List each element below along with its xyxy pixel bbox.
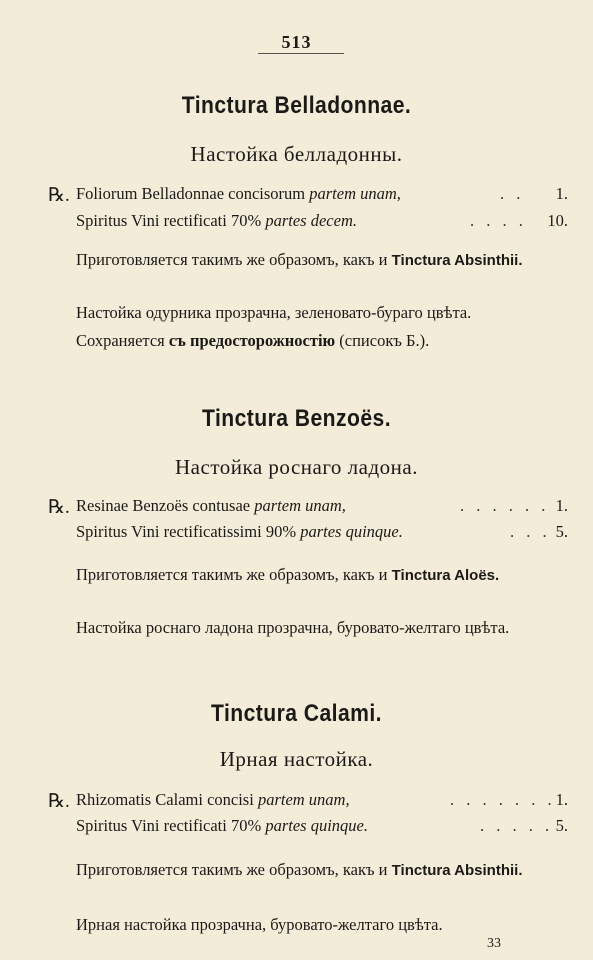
paragraph: Приготовляется такимъ же образомъ, какъ и Tinctura Aloës. xyxy=(76,565,500,584)
rx-line xyxy=(48,496,568,520)
section-subtitle-belladonnae: Настойка белладонны. xyxy=(190,142,403,166)
quantity: 5. xyxy=(555,816,568,835)
quantity: 1. xyxy=(555,184,568,203)
section-subtitle-calami: Ирная настойка. xyxy=(219,747,374,771)
leader-dots: . . . . . . xyxy=(460,496,550,515)
recipe-symbol: ℞. xyxy=(48,497,70,518)
section-subtitle-benzoes: Настойка роснаго ладона. xyxy=(175,455,418,479)
leader-dots: . . xyxy=(500,184,525,203)
quantity: 1. xyxy=(555,496,568,515)
section-title-benzoes: Tinctura Benzoës. xyxy=(201,405,392,432)
rx-line xyxy=(48,816,568,840)
leader-dots: . . . . . xyxy=(480,816,554,835)
footer-signature-number: 33 xyxy=(487,936,501,951)
ingredient: Foliorum Belladonnae concisorum partem unam, xyxy=(76,184,401,203)
rx-line xyxy=(48,184,568,208)
paragraph: Настойка одурника прозрачна, зеленовато-бураго цвѣта. xyxy=(76,303,472,322)
paragraph: Приготовляется такимъ же образомъ, какъ и Tinctura Absinthii. xyxy=(76,250,523,269)
paragraph: Ирная настойка прозрачна, буровато-желтаго цвѣта. xyxy=(76,915,443,934)
quantity: 1. xyxy=(555,790,568,809)
leader-dots: . . . . xyxy=(470,211,527,230)
ingredient: Spiritus Vini rectificatissimi 90% partes quinque. xyxy=(76,522,403,541)
paragraph: Сохраняется съ предосторожностію (списокъ Б.). xyxy=(76,331,430,350)
recipe-symbol: ℞. xyxy=(48,791,70,812)
paragraph: Приготовляется такимъ же образомъ, какъ и Tinctura Absinthii. xyxy=(76,860,523,879)
page-number: 513 xyxy=(281,32,312,52)
leader-dots: . . . xyxy=(510,522,551,541)
ingredient: Spiritus Vini rectificati 70% partes quinque. xyxy=(76,816,369,835)
rx-line xyxy=(48,522,568,546)
quantity: 10. xyxy=(547,211,568,230)
paragraph: Настойка роснаго ладона прозрачна, буровато-желтаго цвѣта. xyxy=(76,618,510,637)
ingredient: Spiritus Vini rectificati 70% partes decem. xyxy=(76,211,357,230)
leader-dots: . . . . . . . xyxy=(450,790,556,809)
page-number-rule xyxy=(258,53,344,54)
ingredient: Resinae Benzoës contusae partem unam, xyxy=(76,496,346,515)
recipe-symbol: ℞. xyxy=(48,185,70,206)
ingredient: Rhizomatis Calami concisi partem unam, xyxy=(76,790,350,809)
section-title-calami: Tinctura Calami. xyxy=(211,700,382,727)
section-title-belladonnae: Tinctura Belladonnae. xyxy=(181,92,412,119)
rx-line xyxy=(48,790,568,814)
rx-line xyxy=(48,211,568,235)
quantity: 5. xyxy=(555,522,568,541)
